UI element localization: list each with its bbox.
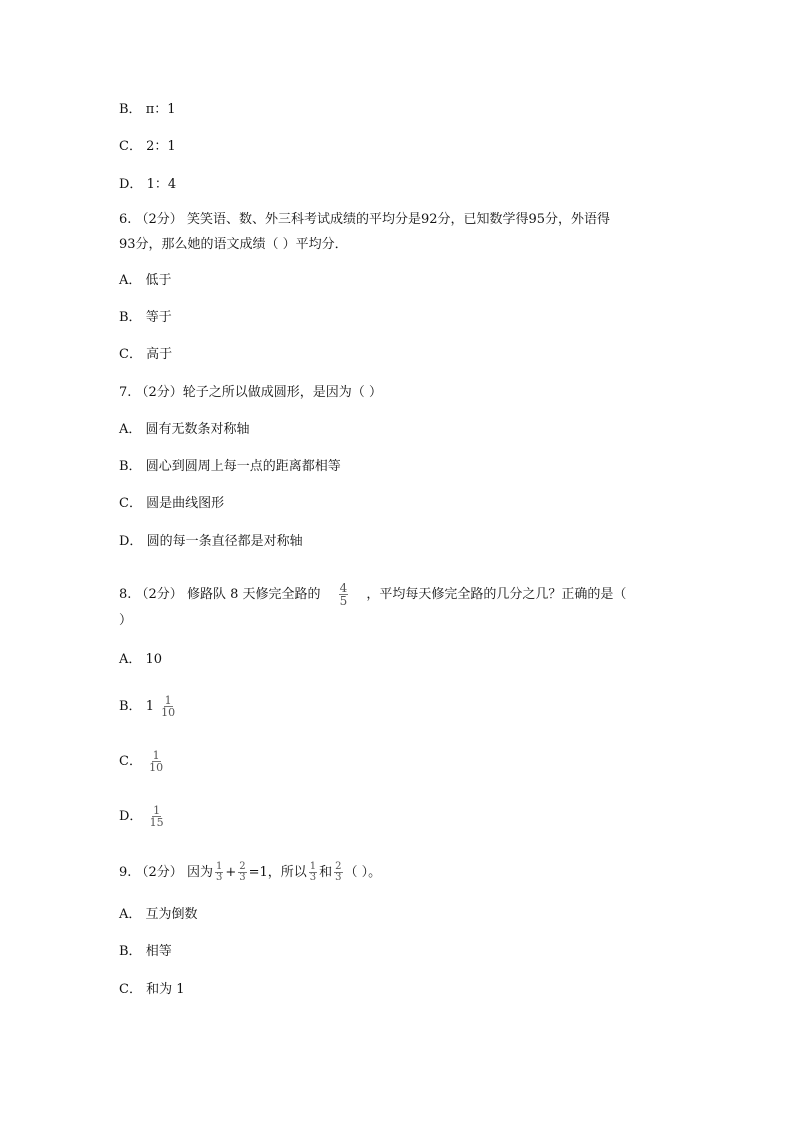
fraction-two-thirds: [334, 862, 342, 883]
q8-option-d: [119, 800, 167, 834]
fraction-four-fifths: [339, 582, 349, 607]
option-text: 高于: [146, 347, 173, 362]
q9-prefix: 9. （2分） 因为: [119, 865, 213, 880]
q8-option-a: [119, 652, 162, 668]
option-letter: C．: [119, 139, 142, 154]
fraction-numerator: 1: [215, 861, 223, 872]
fraction-numerator: 1: [164, 694, 172, 707]
q7-option-b: [119, 459, 341, 475]
q9-suffix: （ ）。: [344, 865, 382, 880]
option-letter: D．: [119, 534, 143, 549]
q9-equals: =1，所以: [248, 865, 307, 880]
q8-stem-line2: ）: [119, 613, 133, 628]
option-letter: B．: [119, 699, 142, 714]
option-fraction: [160, 695, 176, 718]
option-letter: A．: [119, 652, 142, 667]
q8-option-b: [119, 690, 178, 724]
option-letter: B．: [119, 310, 142, 325]
option-letter: A．: [119, 422, 142, 437]
option-letter: C．: [119, 754, 142, 769]
fraction-one-third: [215, 862, 223, 883]
fraction-numerator: 2: [335, 861, 342, 872]
option-letter: A．: [119, 273, 142, 288]
q9-option-b: [119, 944, 172, 960]
fraction-two-thirds: [238, 862, 246, 883]
fraction-numerator: 1: [152, 749, 160, 762]
q8-stem-line1: [119, 580, 626, 610]
option-fraction: [149, 805, 165, 828]
q8-stem-after: ，平均每天修完全路的几分之几？正确的是（: [366, 587, 627, 602]
fraction-denominator: 3: [335, 872, 342, 883]
q5-option-b: [119, 102, 176, 118]
fraction-numerator: 4: [339, 581, 348, 595]
option-text: 和为 1: [146, 982, 185, 997]
option-letter: C．: [119, 347, 142, 362]
option-text: 相等: [145, 944, 172, 959]
q6-stem-line1: 6. （2分） 笑笑语、数、外三科考试成绩的平均分是92分，已知数学得95分，外语得: [119, 212, 611, 227]
q9-stem: [119, 856, 381, 890]
q9-option-a: [119, 907, 198, 923]
q7-option-d: [119, 534, 303, 550]
fraction-denominator: 10: [149, 761, 164, 774]
fraction-numerator: 2: [239, 861, 246, 872]
option-letter: C．: [119, 496, 142, 511]
q5-option-d: [119, 177, 176, 193]
option-whole: 1: [145, 699, 154, 714]
option-text: 圆是曲线图形: [146, 496, 225, 511]
fraction-numerator: 1: [309, 861, 317, 872]
option-text: 低于: [145, 273, 172, 288]
option-letter: B．: [119, 459, 142, 474]
q6-stem-line2: 93分，那么她的语文成绩（ ）平均分．: [119, 237, 348, 252]
q7-option-a: [119, 422, 250, 438]
fraction-one-third: [309, 862, 317, 883]
option-letter: C．: [119, 982, 142, 997]
q5-option-c: [119, 139, 176, 155]
plus-sign: +: [225, 865, 237, 880]
option-fraction: [148, 750, 164, 773]
fraction-denominator: 3: [309, 872, 317, 883]
q6-option-c: [119, 347, 172, 363]
option-text: 1：4: [146, 177, 177, 192]
option-letter: B．: [119, 102, 142, 117]
option-letter: A．: [119, 907, 142, 922]
option-text: 圆的每一条直径都是对称轴: [146, 534, 303, 549]
option-letter: D．: [119, 177, 143, 192]
fraction-numerator: 1: [153, 804, 161, 817]
option-text: π：1: [145, 102, 176, 117]
q8-option-c: [119, 745, 166, 779]
q7-option-c: [119, 496, 224, 512]
q6-option-a: [119, 273, 172, 289]
option-text: 等于: [145, 310, 172, 325]
option-text: 互为倒数: [145, 907, 198, 922]
fraction-denominator: 3: [215, 872, 223, 883]
q9-option-c: [119, 982, 185, 998]
fraction-denominator: 5: [339, 594, 348, 608]
option-text: 圆心到圆周上每一点的距离都相等: [145, 459, 341, 474]
q9-and: 和: [319, 865, 333, 880]
option-text: 2：1: [146, 139, 176, 154]
q8-stem-before: 8. （2分） 修路队 8 天修完全路的: [119, 587, 321, 602]
fraction-denominator: 10: [161, 706, 176, 719]
option-text: 圆有无数条对称轴: [145, 422, 250, 437]
q7-stem: 7. （2分）轮子之所以做成圆形，是因为（ ）: [119, 385, 382, 400]
option-letter: D．: [119, 809, 143, 824]
fraction-denominator: 3: [239, 872, 246, 883]
option-letter: B．: [119, 944, 142, 959]
option-whole: 10: [145, 652, 163, 667]
fraction-denominator: 15: [149, 816, 164, 829]
q6-option-b: [119, 310, 172, 326]
